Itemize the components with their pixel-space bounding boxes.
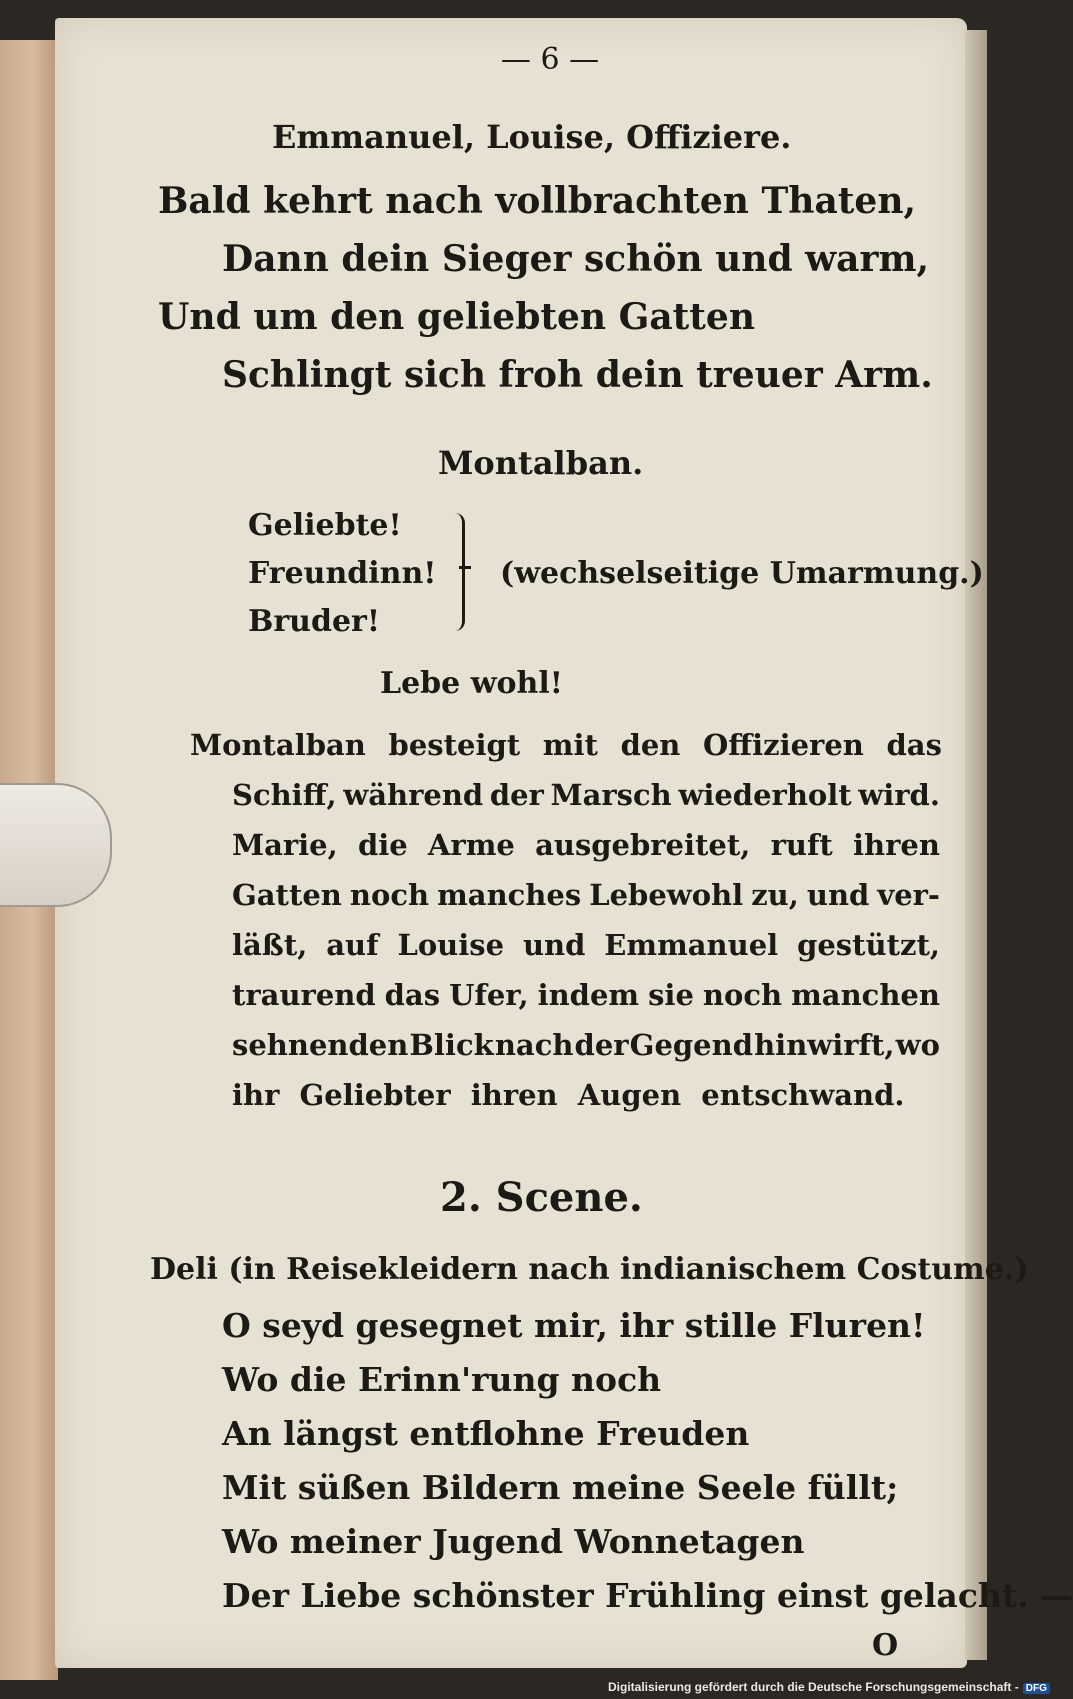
prose-line: Marie, die Arme ausgebreitet, ruft ihren (232, 828, 940, 862)
verse-line: O seyd gesegnet mir, ihr stille Fluren! (222, 1306, 926, 1345)
speaker-heading: Emmanuel, Louise, Offiziere. (272, 118, 792, 156)
verse-line: Und um den geliebten Gatten (158, 296, 756, 338)
verse-line: Wo die Erinn'rung noch (222, 1360, 662, 1399)
prose-line: ihr Geliebter ihren Augen entschwand. (232, 1078, 905, 1112)
credit-text: Digitalisierung gefördert durch die Deutsche Forschungsgemeinschaft - (608, 1680, 1019, 1694)
stage-direction: (wechselseitige Umarmung.) (500, 556, 984, 591)
farewell-line: Lebe wohl! (380, 666, 563, 701)
prose-line: Schiff, während der Marsch wiederholt wird. (232, 778, 940, 812)
scene-heading: 2. Scene. (440, 1174, 643, 1221)
brace-icon (440, 513, 465, 631)
digitization-credit (608, 1680, 1050, 1694)
verse-line: Schlingt sich froh dein treuer Arm. (222, 354, 933, 396)
verse-line: Bald kehrt nach vollbrachten Thaten, (158, 180, 917, 222)
prose-line: Gatten noch manches Lebewohl zu, und ver- (232, 878, 940, 912)
exclamation: Geliebte! (248, 508, 402, 543)
verse-line: Dann dein Sieger schön und warm, (222, 238, 930, 280)
verse-line: An längst entflohne Freuden (222, 1414, 750, 1453)
brace-tip (459, 566, 471, 569)
bookmark-ribbon (0, 783, 112, 907)
verse-line: Wo meiner Jugend Wonnetagen (222, 1522, 805, 1561)
catchword: O (872, 1628, 899, 1663)
speaker-heading: Montalban. (438, 444, 644, 482)
exclamation: Bruder! (248, 604, 381, 639)
speaker-heading: Deli (in Reisekleidern nach indianischem Costume.) (150, 1252, 1029, 1287)
page-edge (965, 30, 987, 1660)
dfg-logo: DFG (1023, 1683, 1050, 1694)
prose-line: läßt, auf Louise und Emmanuel gestützt, (232, 928, 940, 962)
prose-line: traurend das Ufer, indem sie noch manchen (232, 978, 940, 1012)
verse-line: Der Liebe schönster Frühling einst gelacht. — (222, 1576, 1073, 1615)
page-number: — 6 — (500, 42, 600, 77)
exclamation: Freundinn! (248, 556, 437, 591)
verse-line: Mit süßen Bildern meine Seele füllt; (222, 1468, 899, 1507)
prose-line: sehnenden Blick nach der Gegend hinwirft, wo (232, 1028, 940, 1062)
prose-line: Montalban besteigt mit den Offizieren das (190, 728, 942, 762)
